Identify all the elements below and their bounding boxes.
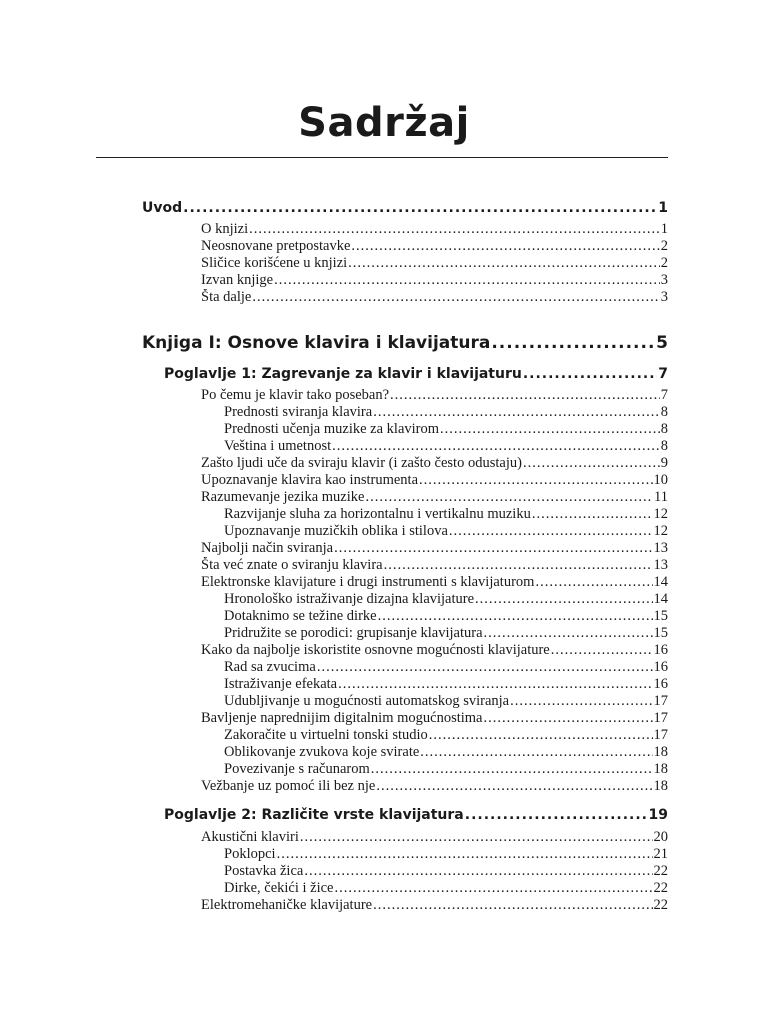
toc-entry-title: Vežbanje uz pomoć ili bez nje (201, 778, 376, 794)
toc-entry-title: O knjizi (201, 221, 249, 237)
toc-entry (224, 659, 668, 676)
toc-entry-page: 17 (653, 693, 668, 709)
toc-entry (224, 727, 668, 744)
dot-leader (484, 710, 653, 727)
toc-entry (224, 625, 668, 642)
toc-entry (201, 778, 668, 795)
dot-leader (373, 404, 660, 421)
toc-entry (142, 333, 668, 353)
dot-leader (252, 289, 659, 306)
toc-entry-title: Elektromehaničke klavijature (201, 897, 373, 913)
toc-entry-title: Sličice korišćene u knjizi (201, 255, 348, 271)
toc-entry (201, 710, 668, 727)
toc-entry-page: 13 (653, 557, 668, 573)
toc-entry-page: 16 (653, 642, 668, 658)
toc-entry (224, 761, 668, 778)
toc-entry-page: 8 (660, 404, 668, 420)
dot-leader (532, 506, 653, 523)
toc-entry-title: Zašto ljudi uče da sviraju klavir (i zašto često odustaju) (201, 455, 522, 471)
toc-entry (142, 200, 668, 216)
toc-entry-title: Pridružite se porodici: grupisanje klavijatura (224, 625, 483, 641)
toc-entry (201, 387, 668, 404)
toc-entry (201, 540, 668, 557)
toc-entry-page: 16 (653, 676, 668, 692)
toc-entry-title: Prednosti učenja muzike za klavirom (224, 421, 440, 437)
toc-entry-page: 9 (660, 455, 668, 471)
toc-entry-title: Postavka žica (224, 863, 304, 879)
toc-entry-title: Uvod (142, 200, 183, 216)
dot-leader (365, 489, 653, 506)
toc-entry-title: Dotaknimo se težine dirke (224, 608, 377, 624)
toc-entry-title: Poglavlje 2: Različite vrste klavijatura (164, 807, 464, 823)
toc-entry-page: 14 (653, 591, 668, 607)
toc-entry-title: Neosnovane pretpostavke (201, 238, 351, 254)
dot-leader (523, 455, 660, 472)
toc-entry-page: 16 (653, 659, 668, 675)
toc-entry-title: Rad sa zvucima (224, 659, 316, 675)
toc-entry (224, 880, 668, 897)
toc-entry (201, 574, 668, 591)
toc-entry-title: Kako da najbolje iskoristite osnovne mogućnosti klavijature (201, 642, 550, 658)
toc-entry-title: Izvan knjige (201, 272, 274, 288)
dot-leader (429, 727, 653, 744)
toc-entry-title: Poklopci (224, 846, 276, 862)
dot-leader (277, 846, 653, 863)
dot-leader (551, 642, 653, 659)
toc-entry (224, 863, 668, 880)
toc-entry-page: 5 (656, 333, 668, 353)
toc-entry (224, 676, 668, 693)
dot-leader (390, 387, 660, 404)
toc-entry-title: Udubljivanje u mogućnosti automatskog sviranja (224, 693, 510, 709)
toc-entry-title: Istraživanje efekata (224, 676, 338, 692)
toc-entry (201, 272, 668, 289)
toc-entry-title: Upoznavanje muzičkih oblika i stilova (224, 523, 448, 539)
toc-entry (164, 366, 668, 382)
toc-entry (201, 472, 668, 489)
dot-leader (373, 897, 652, 914)
dot-leader (317, 659, 653, 676)
toc-entry-page: 22 (653, 863, 668, 879)
toc-entry-page: 13 (653, 540, 668, 556)
toc-entry-page: 22 (653, 880, 668, 896)
dot-leader (274, 272, 660, 289)
toc-entry-title: Knjiga I: Osnove klavira i klavijatura (142, 333, 491, 353)
dot-leader (335, 880, 653, 897)
dot-leader (510, 693, 652, 710)
toc-entry (201, 642, 668, 659)
dot-leader (332, 438, 660, 455)
dot-leader (535, 574, 652, 591)
dot-leader (348, 255, 660, 272)
toc-entry-title: Najbolji način sviranja (201, 540, 334, 556)
dot-leader (384, 557, 653, 574)
toc-entry-page: 14 (653, 574, 668, 590)
toc-entry-page: 17 (653, 727, 668, 743)
toc-entry-title: Akustični klaviri (201, 829, 299, 845)
toc-entry-title: Poglavlje 1: Zagrevanje za klavir i klavijaturu (164, 366, 522, 382)
toc-entry-page: 19 (648, 807, 668, 823)
toc-entry-page: 10 (653, 472, 668, 488)
toc-entry-title: Hronološko istraživanje dizajna klavijature (224, 591, 475, 607)
dot-leader (334, 540, 652, 557)
toc-entry-page: 1 (660, 221, 668, 237)
dot-leader (523, 366, 657, 382)
toc-entry (224, 846, 668, 863)
toc-entry (201, 221, 668, 238)
dot-leader (420, 744, 652, 761)
toc-entry-page: 15 (653, 608, 668, 624)
toc-entry (201, 897, 668, 914)
toc-entry-page: 7 (660, 387, 668, 403)
toc-entry (201, 829, 668, 846)
toc-entry-title: Povezivanje s računarom (224, 761, 370, 777)
toc-entry-page: 2 (660, 238, 668, 254)
toc-entry-page: 18 (653, 778, 668, 794)
dot-leader (449, 523, 653, 540)
toc-entry-page: 22 (653, 897, 668, 913)
toc-entry-title: Šta dalje (201, 289, 252, 305)
toc-entry (224, 506, 668, 523)
dot-leader (183, 200, 657, 216)
toc-entry (224, 438, 668, 455)
toc-entry (201, 238, 668, 255)
toc-entry-title: Šta već znate o sviranju klavira (201, 557, 383, 573)
dot-leader (371, 761, 653, 778)
toc-entry-title: Bavljenje naprednijim digitalnim mogućnostima (201, 710, 483, 726)
toc-entry (224, 523, 668, 540)
toc-entry-page: 18 (653, 761, 668, 777)
page-title: Sadržaj (298, 100, 470, 146)
toc-entry-title: Razumevanje jezika muzike (201, 489, 365, 505)
dot-leader (249, 221, 660, 238)
toc-entry-page: 2 (660, 255, 668, 271)
toc-entry-page: 11 (654, 489, 668, 505)
toc-entry-title: Upoznavanje klavira kao instrumenta (201, 472, 419, 488)
dot-leader (304, 863, 652, 880)
dot-leader (338, 676, 652, 693)
dot-leader (376, 778, 652, 795)
toc-entry (201, 255, 668, 272)
toc-entry-page: 8 (660, 421, 668, 437)
dot-leader (465, 807, 648, 823)
toc-entry (201, 489, 668, 506)
dot-leader (491, 333, 655, 353)
toc-entry (224, 421, 668, 438)
toc-entry (224, 744, 668, 761)
toc-entry-title: Oblikovanje zvukova koje svirate (224, 744, 420, 760)
dot-leader (351, 238, 659, 255)
dot-leader (440, 421, 660, 438)
toc-entry-page: 3 (660, 289, 668, 305)
toc-entry-title: Po čemu je klavir tako poseban? (201, 387, 390, 403)
toc-entry (201, 557, 668, 574)
dot-leader (378, 608, 653, 625)
toc-entry-page: 15 (653, 625, 668, 641)
toc-entry (201, 289, 668, 306)
toc-entry-page: 7 (658, 366, 668, 382)
toc-entry-page: 12 (653, 523, 668, 539)
toc-entry-page: 17 (653, 710, 668, 726)
toc-entry-title: Razvijanje sluha za horizontalnu i vertikalnu muziku (224, 506, 531, 522)
dot-leader (484, 625, 653, 642)
dot-leader (419, 472, 652, 489)
toc-entry-title: Veština i umetnost (224, 438, 332, 454)
toc-entry-page: 18 (653, 744, 668, 760)
toc-entry (224, 608, 668, 625)
dot-leader (300, 829, 653, 846)
toc-entry-page: 20 (653, 829, 668, 845)
toc-entry (224, 404, 668, 421)
dot-leader (475, 591, 652, 608)
toc-entry-page: 12 (653, 506, 668, 522)
toc-entry-page: 8 (660, 438, 668, 454)
toc-entry (164, 807, 668, 823)
toc-entry-title: Dirke, čekići i žice (224, 880, 334, 896)
toc-entry-page: 21 (653, 846, 668, 862)
toc-entry-title: Prednosti sviranja klavira (224, 404, 373, 420)
toc-entry-page: 1 (658, 200, 668, 216)
toc-entry-page: 3 (660, 272, 668, 288)
toc-entry-title: Elektronske klavijature i drugi instrumenti s klavijaturom (201, 574, 535, 590)
toc-entry (224, 693, 668, 710)
toc-entry (224, 591, 668, 608)
toc-entry-title: Zakoračite u virtuelni tonski studio (224, 727, 428, 743)
toc-entry (201, 455, 668, 472)
